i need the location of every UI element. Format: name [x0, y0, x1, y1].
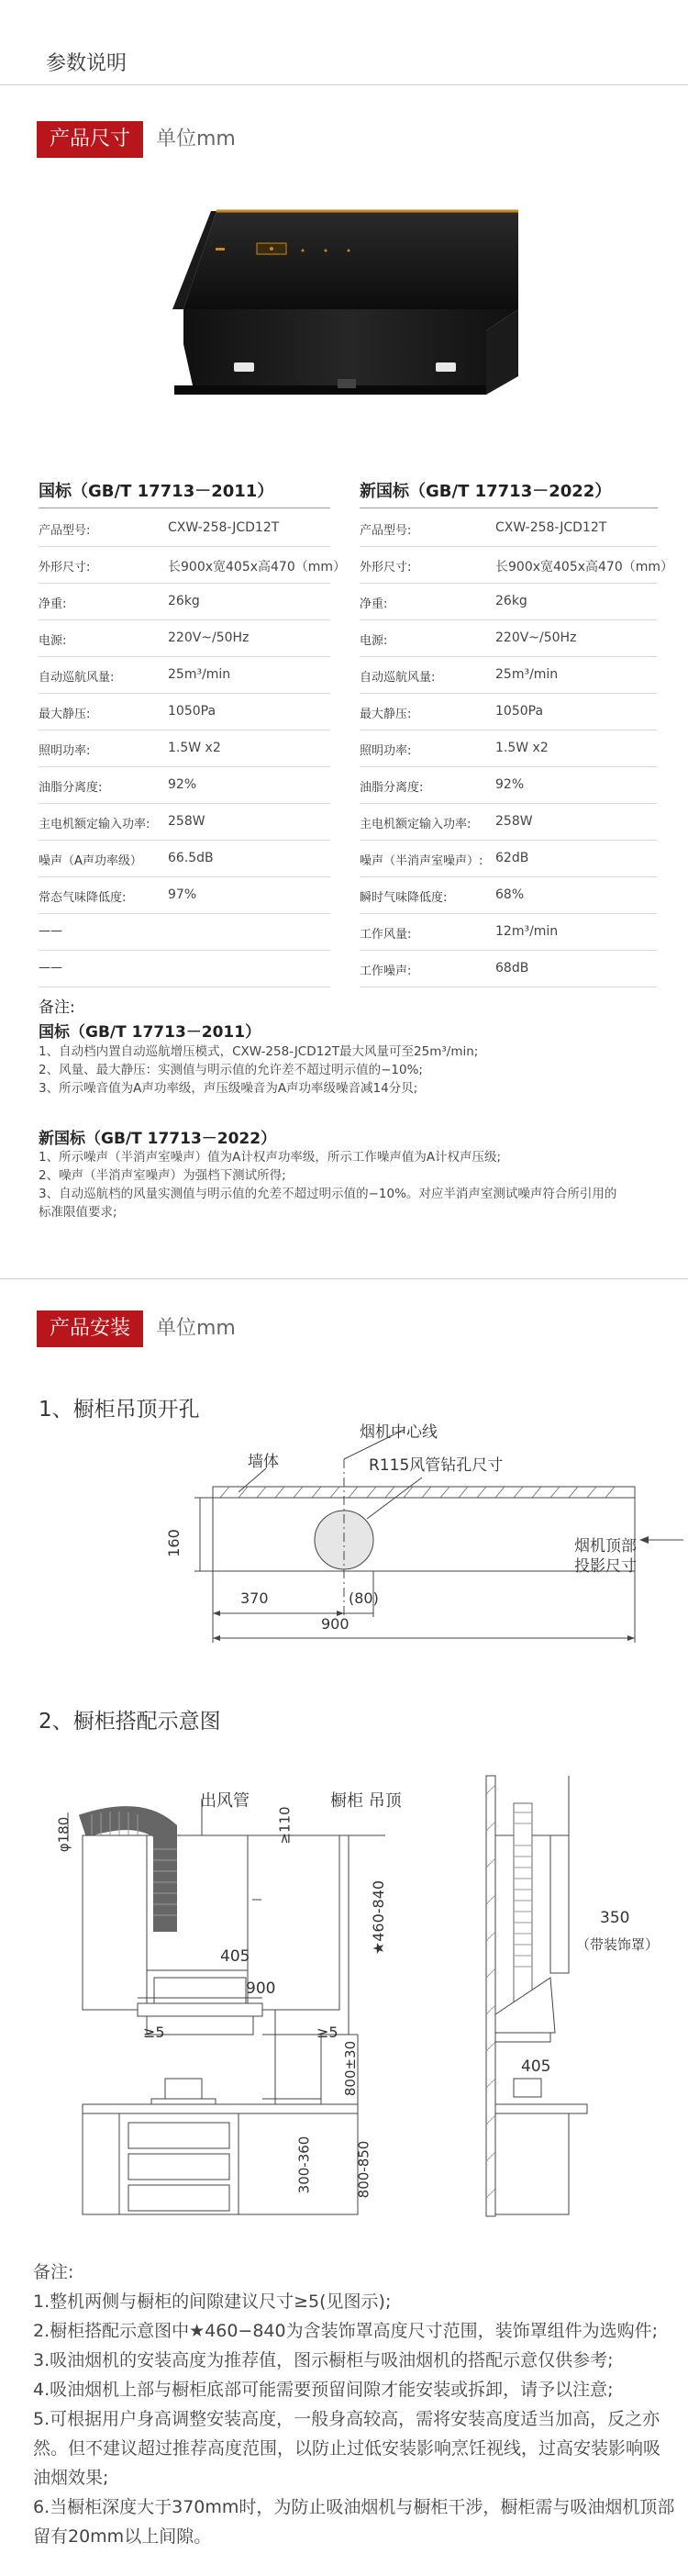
- dim-460-840: ★460-840: [370, 1879, 388, 1956]
- spec-label: 照明功率:: [39, 744, 91, 758]
- dim-405: 405: [220, 1947, 250, 1966]
- spec-left-title-underline: [39, 507, 330, 508]
- spec-label: 外形尺寸:: [360, 561, 412, 574]
- range-hood-image: [165, 206, 550, 436]
- note2-line: 1.整机两侧与橱柜的间隙建议尺寸≥5(见图示);: [33, 2292, 392, 2312]
- dim-370: 370: [240, 1589, 269, 1607]
- spec-value: 1.5W x2: [495, 741, 549, 755]
- spec-row: [0, 620, 688, 657]
- dim-ge110: ≥110: [276, 1806, 294, 1845]
- diagram2-heading: 2、橱柜搭配示意图: [39, 1710, 221, 1734]
- dim-900: 900: [321, 1615, 350, 1633]
- dim-405-side: 405: [521, 2057, 551, 2076]
- dim-ge5-left: ≥5: [143, 2024, 165, 2041]
- spec-label: 电源:: [360, 634, 388, 648]
- label-projection-2: 投影尺寸: [574, 1557, 637, 1576]
- label-center-line: 烟机中心线: [360, 1423, 438, 1442]
- spec-value: 68dB: [495, 961, 529, 976]
- spec-row: [0, 804, 688, 841]
- spec-label: 净重:: [360, 597, 388, 611]
- spec-value: 1050Pa: [495, 704, 544, 719]
- spec-value: 25m³/min: [168, 667, 231, 682]
- spec-value: 97%: [168, 887, 197, 902]
- spec-label: 自动巡航风量:: [360, 671, 436, 685]
- section-unit-install: 单位mm: [156, 1317, 236, 1340]
- dim-350: 350: [600, 1909, 630, 1927]
- spec-row: [0, 694, 688, 730]
- spec-label: 主电机额定输入功率:: [360, 818, 472, 831]
- spec-value: 12m³/min: [495, 924, 559, 939]
- label-cabinet-ceiling: 橱柜 吊顶: [330, 1791, 402, 1811]
- dim-160: 160: [164, 1529, 183, 1557]
- notes-group1-title: 国标（GB/T 17713－2011）: [39, 1023, 261, 1042]
- spec-row: [0, 547, 688, 584]
- spec-value: 62dB: [495, 851, 529, 865]
- section-divider: [0, 1278, 688, 1279]
- spec-value: 92%: [495, 777, 525, 792]
- spec-label: 油脂分离度:: [39, 781, 103, 795]
- spec-row: [0, 730, 688, 767]
- diagram1-heading: 1、橱柜吊顶开孔: [39, 1398, 200, 1422]
- spec-row: [0, 510, 688, 547]
- dim-ge5-right: ≥5: [316, 2024, 338, 2041]
- spec-value: 68%: [495, 887, 525, 902]
- dim-phi180: φ180: [55, 1816, 72, 1853]
- spec-value: 220V~/50Hz: [168, 630, 250, 645]
- spec-label: 常态气味降低度:: [39, 891, 127, 905]
- note-line: 标准限值要求;: [39, 1205, 117, 1220]
- note-line: 3、自动巡航档的风量实测值与明示值的允差不超过明示值的−10%。对应半消声室测试噪声符合所引用的: [39, 1187, 617, 1201]
- note2-line: 然。但不建议超过推荐高度范围，以防止过低安装影响烹饪视线，过高安装影响吸: [33, 2438, 661, 2459]
- spec-label: 净重:: [39, 597, 67, 611]
- label-projection-1: 烟机顶部: [574, 1537, 637, 1556]
- note2-line: 2.橱柜搭配示意图中★460−840为含装饰罩高度尺寸范围，装饰罩组件为选购件;: [33, 2321, 659, 2341]
- note-line: 1、自动档内置自动巡航增压模式，CXW-258-JCD12T最大风量可至25m³/min;: [39, 1044, 479, 1059]
- section-tag-install: 产品安装: [37, 1310, 143, 1347]
- spec-label: 瞬时气味降低度:: [360, 891, 448, 905]
- note-line: 3、所示噪音值为A声功率级，声压级噪音为A声功率级噪音减14分贝;: [39, 1081, 418, 1096]
- spec-label: 产品型号:: [360, 524, 412, 538]
- label-wall: 墙体: [248, 1453, 279, 1471]
- notes2-title: 备注:: [33, 2262, 74, 2282]
- note2-line: 留有20mm以上间隙。: [33, 2526, 212, 2547]
- spec-value: 1050Pa: [168, 704, 216, 719]
- note-line: 1、所示噪声（半消声室噪声）值为A计权声功率级，所示工作噪声值为A计权声压级;: [39, 1150, 502, 1165]
- spec-row: [0, 767, 688, 804]
- spec-value: 25m³/min: [495, 667, 559, 682]
- spec-label: 电源:: [39, 634, 67, 648]
- note2-line: 3.吸油烟机的安装高度为推荐值，图示橱柜与吸油烟机的搭配示意仅供参考;: [33, 2350, 614, 2370]
- spec-right-title-underline: [360, 507, 658, 508]
- note2-line: 5.可根据用户身高调整安装高度，一般身高较高，需将安装高度适当加高，反之亦: [33, 2409, 660, 2429]
- spec-label: 主电机额定输入功率:: [39, 818, 150, 831]
- section-tag-size: 产品尺寸: [37, 121, 143, 158]
- spec-value: 220V~/50Hz: [495, 630, 577, 645]
- spec-label: ——: [39, 924, 62, 938]
- page-title: 参数说明: [46, 52, 128, 75]
- spec-value: 26kg: [495, 594, 527, 608]
- spec-row: [0, 841, 688, 877]
- spec-value: 长900x宽405x高470（mm）: [168, 560, 347, 574]
- spec-label: ——: [39, 961, 62, 975]
- spec-value: 1.5W x2: [168, 741, 221, 755]
- spec-row: [0, 914, 688, 951]
- spec-label: 最大静压:: [360, 708, 412, 721]
- dim-300-360: 300-360: [295, 2136, 313, 2194]
- spec-label: 工作风量:: [360, 928, 412, 942]
- label-hole-size: R115风管钻孔尺寸: [369, 1456, 504, 1475]
- dim-80: (80): [349, 1589, 379, 1607]
- note2-line: 6.当橱柜深度大于370mm时，为防止吸油烟机与橱柜干涉，橱柜需与吸油烟机顶部: [33, 2497, 675, 2517]
- spec-right-title: 新国标（GB/T 17713－2022）: [360, 482, 612, 501]
- spec-row: [0, 877, 688, 914]
- spec-label: 噪声（A声功率级）: [39, 854, 142, 868]
- spec-value: CXW-258-JCD12T: [495, 520, 607, 535]
- spec-value: 258W: [495, 814, 533, 829]
- spec-value: 92%: [168, 777, 197, 792]
- spec-label: 油脂分离度:: [360, 781, 424, 795]
- spec-row: [0, 657, 688, 694]
- spec-label: 噪声（半消声室噪声）:: [360, 854, 483, 868]
- spec-value: CXW-258-JCD12T: [168, 520, 280, 535]
- section-unit-size: 单位mm: [156, 128, 236, 151]
- spec-label: 工作噪声:: [360, 965, 412, 978]
- spec-value: 66.5dB: [168, 851, 214, 865]
- spec-value: 26kg: [168, 594, 200, 608]
- spec-label: 产品型号:: [39, 524, 91, 538]
- spec-left-title: 国标（GB/T 17713－2011）: [39, 482, 274, 501]
- dim-900: 900: [246, 1979, 276, 1998]
- note-line: 2、风量、最大静压：实测值与明示值的允许差不超过明示值的−10%;: [39, 1063, 423, 1077]
- spec-row: [0, 951, 688, 987]
- notes-title: 备注:: [39, 998, 75, 1017]
- spec-label: 外形尺寸:: [39, 561, 91, 574]
- header-divider: [0, 84, 688, 85]
- spec-label: 自动巡航风量:: [39, 671, 115, 685]
- spec-label: 最大静压:: [39, 708, 91, 721]
- note2-line: 4.吸油烟机上部与橱柜底部可能需要预留间隙才能安装或拆卸，请予以注意;: [33, 2380, 614, 2400]
- note2-line: 油烟效果;: [33, 2468, 109, 2488]
- notes-group2-title: 新国标（GB/T 17713－2022）: [39, 1130, 277, 1148]
- dim-800-30: 800±30: [342, 2040, 360, 2097]
- label-with-cover: （带装饰罩）: [576, 1936, 660, 1953]
- spec-label: 照明功率:: [360, 744, 412, 758]
- dim-800-850: 800-850: [355, 2140, 372, 2199]
- label-duct: 出风管: [200, 1791, 250, 1811]
- note-line: 2、噪声（半消声室噪声）为强档下测试所得;: [39, 1168, 286, 1183]
- spec-value: 258W: [168, 814, 205, 829]
- spec-value: 长900x宽405x高470（mm）: [495, 560, 674, 574]
- spec-row: [0, 584, 688, 620]
